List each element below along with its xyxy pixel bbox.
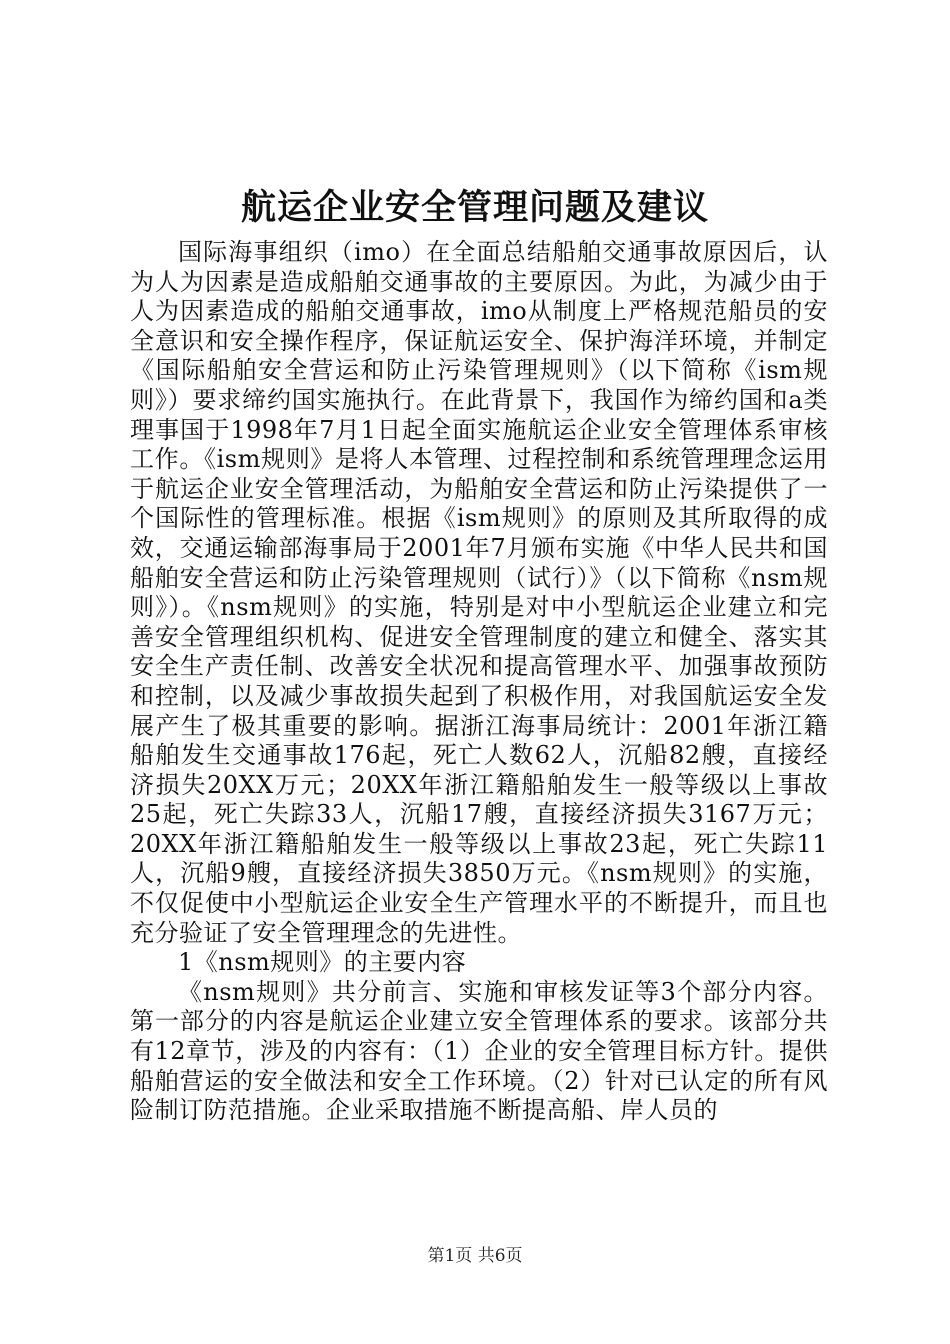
document-body: [130, 238, 828, 1126]
page-number-footer: 第1页 共6页: [427, 1246, 523, 1266]
paragraph-section-1: 《nsm规则》共分前言、实施和审核发证等3个部分内容。第一部分的内容是航运企业建立安全管理体系的要求。该部分共有12章节，涉及的内容有：（1）企业的安全管理目标方针。提供船舶营运的安全做法和安全工作环境。（2）针对已认定的所有风险制订防范措施。企业采取措施不断提高船、岸人员的: [130, 977, 828, 1125]
paragraph-intro: 国际海事组织（imo）在全面总结船舶交通事故原因后，认为人为因素是造成船舶交通事故的主要原因。为此，为减少由于人为因素造成的船舶交通事故，imo从制度上严格规范船员的安全意识和安全操作程序，保证航运安全、保护海洋环境，并制定《国际船舶安全营运和防止污染管理规则》（以下简称《ism规则》）要求缔约国实施执行。在此背景下，我国作为缔约国和a类理事国于1998年7月1日起全面实施航运企业安全管理体系审核工作。《ism规则》是将人本管理、过程控制和系统管理理念运用于航运企业安全管理活动，为船舶安全营运和防止污染提供了一个国际性的管理标准。根据《ism规则》的原则及其所取得的成效，交通运输部海事局于2001年7月颁布实施《中华人民共和国船舶安全营运和防止污染管理规则（试行）》（以下简称《nsm规则》）。《nsm规则》的实施，特别是对中小型航运企业建立和完善安全管理组织机构、促进安全管理制度的建立和健全、落实其安全生产责任制、改善安全状况和提高管理水平、加强事故预防和控制，以及减少事故损失起到了积极作用，对我国航运安全发展产生了极其重要的影响。据浙江海事局统计：2001年浙江籍船舶发生交通事故176起，死亡人数62人，沉船82艘，直接经济损失20XX万元；20XX年浙江籍船舶发生一般等级以上事故25起，死亡失踪33人，沉船17艘，直接经济损失3167万元；20XX年浙江籍船舶发生一般等级以上事故23起，死亡失踪11人，沉船9艘，直接经济损失3850万元。《nsm规则》的实施，不仅促使中小型航运企业安全生产管理水平的不断提升，而且也充分验证了安全管理理念的先进性。: [130, 238, 828, 947]
section-heading-1: 1《nsm规则》的主要内容: [178, 948, 467, 977]
document-title: 航运企业安全管理问题及建议: [240, 187, 709, 228]
